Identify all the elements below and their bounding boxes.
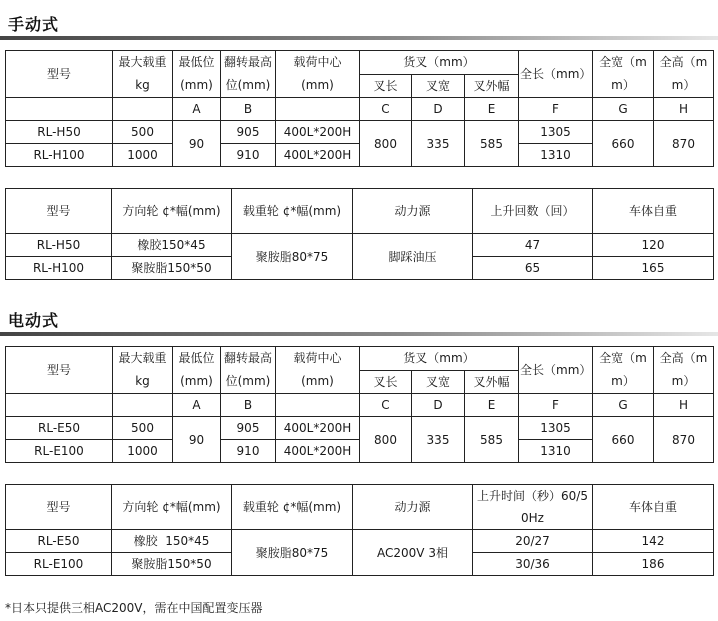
cell-power: 脚踩油压 (353, 234, 473, 280)
col-header-lift-time: 上升时间（秒）60/5 0Hz (473, 485, 593, 530)
cell-c: 800 (360, 417, 412, 463)
col-header-power: 动力源 (353, 189, 473, 234)
cell-center: 400L*200H (276, 417, 360, 440)
col-header-load-center: 载荷中心 (mm) (276, 51, 360, 98)
col-header-min-pos: 最低位 (mm) (173, 51, 221, 98)
cell-h: 870 (654, 121, 714, 167)
spec-table-electric (5, 346, 714, 463)
letter-h: H (654, 98, 714, 121)
col-header-max-load: 最大载重 kg (113, 347, 173, 394)
cell-load: 500 (113, 121, 173, 144)
cell-d: 335 (412, 417, 465, 463)
cell-center: 400L*200H (276, 121, 360, 144)
letter-blank (6, 394, 113, 417)
col-header-fork-width: 叉宽 (412, 74, 465, 98)
cell-caster: 橡胶 150*45 (112, 530, 232, 553)
col-header-weight: 车体自重 (593, 485, 714, 530)
cell-h: 870 (654, 417, 714, 463)
col-header-total-len: 全长（mm） (519, 347, 593, 394)
cell-load-wheel: 聚胺脂80*75 (232, 234, 353, 280)
cell-b: 910 (221, 440, 276, 463)
letter-e: E (465, 98, 519, 121)
col-header-fork-len: 叉长 (360, 370, 412, 394)
letter-blank (6, 98, 113, 121)
cell-power: AC200V 3相 (353, 530, 473, 576)
table-row (6, 417, 714, 440)
col-header-total-height: 全高（m m） (654, 51, 714, 98)
letter-e: E (465, 394, 519, 417)
col-header-load-wheel: 载重轮 ¢*幅(mm) (232, 485, 353, 530)
cell-b: 905 (221, 417, 276, 440)
col-header-power: 动力源 (353, 485, 473, 530)
col-header-total-len: 全长（mm） (519, 51, 593, 98)
letter-d: D (412, 394, 465, 417)
col-header-total-height: 全高（m m） (654, 347, 714, 394)
cell-center: 400L*200H (276, 440, 360, 463)
letter-a: A (173, 394, 221, 417)
cell-weight: 186 (593, 553, 714, 576)
cell-b: 905 (221, 121, 276, 144)
col-header-caster: 方向轮 ¢*幅(mm) (112, 189, 232, 234)
col-header-lift: 上升回数（回） (473, 189, 593, 234)
col-header-model: 型号 (6, 485, 112, 530)
col-header-flip-max: 翻转最高 位(mm) (221, 347, 276, 394)
letter-g: G (593, 98, 654, 121)
letter-d: D (412, 98, 465, 121)
section-rule-manual (0, 36, 718, 40)
cell-lift: 47 (473, 234, 593, 257)
table-row (6, 234, 714, 257)
cell-weight: 165 (593, 257, 714, 280)
letter-b: B (221, 394, 276, 417)
cell-e: 585 (465, 121, 519, 167)
cell-model: RL-H50 (6, 121, 113, 144)
cell-load: 1000 (113, 144, 173, 167)
cell-weight: 142 (593, 530, 714, 553)
col-header-load-center: 载荷中心 (mm) (276, 347, 360, 394)
cell-model: RL-H50 (6, 234, 112, 257)
col-header-fork-outer: 叉外幅 (465, 370, 519, 394)
section-rule-electric (0, 332, 718, 336)
col-header-fork: 货叉（mm） (360, 51, 519, 75)
cell-caster: 聚胺脂150*50 (112, 553, 232, 576)
letter-c: C (360, 98, 412, 121)
cell-load-wheel: 聚胺脂80*75 (232, 530, 353, 576)
section-title-electric: 电动式 (8, 311, 60, 330)
letter-f: F (519, 394, 593, 417)
letter-f: F (519, 98, 593, 121)
cell-model: RL-E50 (6, 530, 112, 553)
wheel-table-manual (5, 188, 714, 280)
col-header-fork-len: 叉长 (360, 74, 412, 98)
col-header-weight: 车体自重 (593, 189, 714, 234)
col-header-min-pos: 最低位 (mm) (173, 347, 221, 394)
cell-lift-time: 30/36 (473, 553, 593, 576)
cell-weight: 120 (593, 234, 714, 257)
cell-g: 660 (593, 417, 654, 463)
cell-c: 800 (360, 121, 412, 167)
table-row (6, 121, 714, 144)
letter-b: B (221, 98, 276, 121)
letter-blank (276, 98, 360, 121)
wheel-table-electric (5, 484, 714, 576)
cell-a: 90 (173, 417, 221, 463)
cell-model: RL-H100 (6, 144, 113, 167)
col-header-fork-outer: 叉外幅 (465, 74, 519, 98)
spec-table-manual (5, 50, 714, 167)
cell-e: 585 (465, 417, 519, 463)
cell-load: 1000 (113, 440, 173, 463)
footnote: *日本只提供三相AC200V，需在中国配置变压器 (5, 601, 263, 615)
cell-f: 1310 (519, 440, 593, 463)
col-header-caster: 方向轮 ¢*幅(mm) (112, 485, 232, 530)
cell-model: RL-E100 (6, 553, 112, 576)
cell-model: RL-E50 (6, 417, 113, 440)
col-header-model: 型号 (6, 51, 113, 98)
cell-lift-time: 20/27 (473, 530, 593, 553)
col-header-fork-width: 叉宽 (412, 370, 465, 394)
letter-blank (113, 98, 173, 121)
col-header-model: 型号 (6, 189, 112, 234)
col-header-model: 型号 (6, 347, 113, 394)
col-header-fork: 货叉（mm） (360, 347, 519, 371)
col-header-flip-max: 翻转最高 位(mm) (221, 51, 276, 98)
cell-lift: 65 (473, 257, 593, 280)
cell-a: 90 (173, 121, 221, 167)
cell-b: 910 (221, 144, 276, 167)
cell-model: RL-H100 (6, 257, 112, 280)
cell-f: 1305 (519, 417, 593, 440)
cell-caster: 聚胺脂150*50 (112, 257, 232, 280)
letter-blank (113, 394, 173, 417)
letter-a: A (173, 98, 221, 121)
col-header-max-load: 最大载重 kg (113, 51, 173, 98)
cell-center: 400L*200H (276, 144, 360, 167)
col-header-load-wheel: 载重轮 ¢*幅(mm) (232, 189, 353, 234)
cell-load: 500 (113, 417, 173, 440)
cell-g: 660 (593, 121, 654, 167)
col-header-total-width: 全宽（m m） (593, 51, 654, 98)
cell-f: 1310 (519, 144, 593, 167)
cell-caster: 橡胶150*45 (112, 234, 232, 257)
letter-h: H (654, 394, 714, 417)
section-title-manual: 手动式 (8, 15, 60, 34)
col-header-total-width: 全宽（m m） (593, 347, 654, 394)
table-row (6, 530, 714, 553)
letter-g: G (593, 394, 654, 417)
letter-c: C (360, 394, 412, 417)
cell-model: RL-E100 (6, 440, 113, 463)
cell-d: 335 (412, 121, 465, 167)
cell-f: 1305 (519, 121, 593, 144)
letter-blank (276, 394, 360, 417)
